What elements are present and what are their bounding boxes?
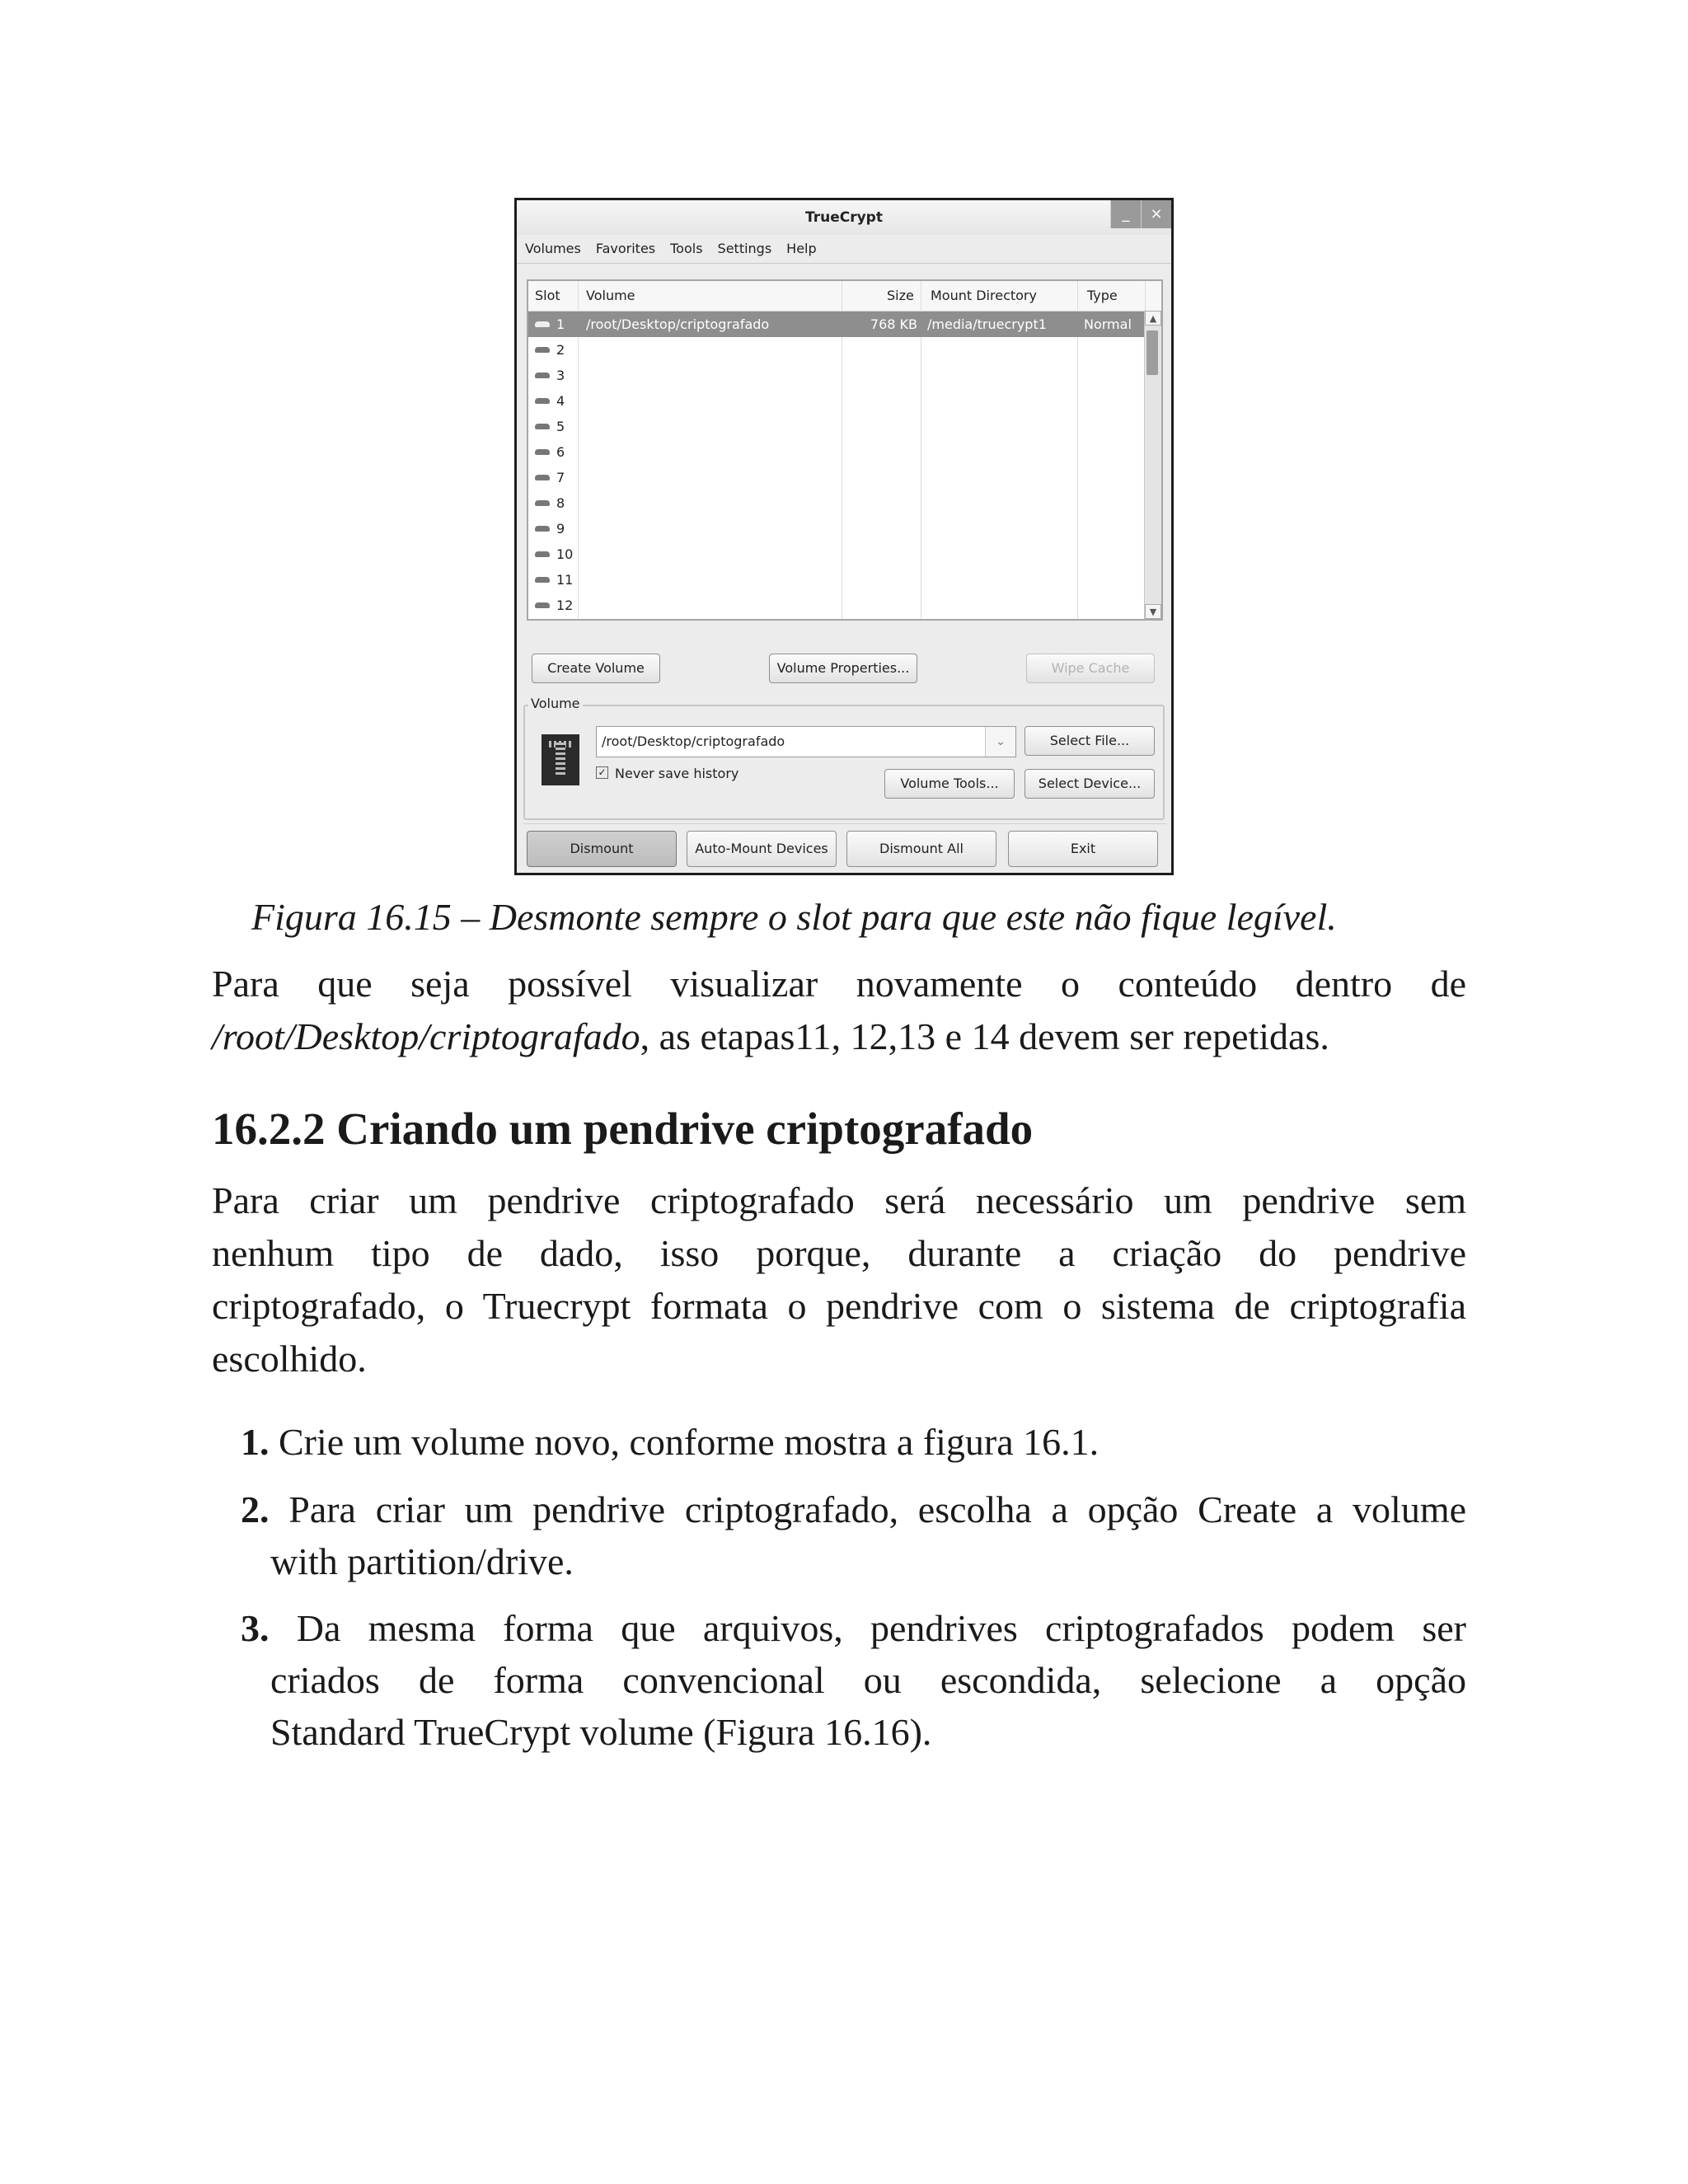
slot-number: 1	[556, 316, 565, 332]
list-text: Standard TrueCrypt volume (Figura 16.16).	[270, 1711, 932, 1753]
figure-caption: Figura 16.15 – Desmonte sempre o slot para que este não fique legível.	[251, 896, 1337, 938]
list-text: Crie um volume novo, conforme mostra a figura 16.1.	[279, 1421, 1100, 1463]
cell-size: 768 KB	[870, 316, 917, 332]
cell-type: Normal	[1084, 316, 1132, 332]
drive-icon	[535, 577, 550, 583]
list-text: with partition/drive.	[270, 1540, 574, 1582]
select-device-button[interactable]: Select Device...	[1025, 769, 1155, 799]
drive-icon	[535, 526, 550, 532]
volume-group-label: Volume	[528, 696, 583, 711]
paragraph-text: , as etapas11, 12,13 e 14 devem ser repetidas.	[640, 1015, 1329, 1057]
menu-settings[interactable]: Settings	[717, 241, 772, 256]
wipe-cache-button[interactable]: Wipe Cache	[1026, 654, 1155, 683]
drive-icon	[535, 424, 550, 429]
col-mount-directory[interactable]: Mount Directory	[931, 288, 1037, 303]
table-row[interactable]	[528, 490, 1161, 516]
slot-list[interactable]	[527, 279, 1163, 621]
paragraph-line: escolhido.	[212, 1338, 367, 1380]
scroll-down-icon[interactable]: ▼	[1145, 604, 1161, 619]
drive-icon	[535, 373, 550, 378]
drive-icon	[535, 398, 550, 404]
list-scrollbar[interactable]	[1144, 311, 1161, 619]
close-icon[interactable]: ×	[1141, 200, 1171, 228]
drive-icon	[535, 551, 550, 557]
slot-number: 3	[556, 368, 565, 383]
never-save-history-label: Never save history	[615, 766, 739, 781]
slot-number: 5	[556, 419, 565, 434]
slot-number: 7	[556, 470, 565, 485]
scroll-up-icon[interactable]: ▲	[1145, 311, 1161, 326]
chevron-down-icon[interactable]: ⌄	[985, 727, 1015, 757]
menu-bar	[517, 235, 1171, 264]
bottom-button-bar	[523, 823, 1166, 870]
window-title: TrueCrypt	[517, 200, 1171, 235]
list-number: 2.	[241, 1488, 270, 1530]
paragraph-line: nenhum tipo de dado, isso porque, durante a criação do pendrive	[212, 1232, 1466, 1274]
menu-tools[interactable]: Tools	[670, 241, 703, 256]
table-row[interactable]	[528, 593, 1161, 618]
cell-slot	[535, 541, 573, 567]
cell-slot	[535, 388, 565, 414]
cell-slot	[535, 516, 565, 541]
exit-button[interactable]: Exit	[1008, 831, 1158, 867]
table-row[interactable]	[528, 312, 1161, 337]
menu-favorites[interactable]: Favorites	[595, 241, 656, 256]
table-row[interactable]	[528, 516, 1161, 541]
col-size[interactable]: Size	[887, 288, 914, 303]
path-italic: /root/Desktop/criptografado	[212, 1015, 640, 1057]
table-row[interactable]	[528, 388, 1161, 414]
table-row[interactable]	[528, 439, 1161, 465]
list-text: Da mesma forma que arquivos, pendrives criptografados podem ser	[296, 1607, 1467, 1649]
paragraph-line	[212, 1010, 1466, 1063]
cell-slot	[535, 593, 573, 618]
table-row[interactable]	[528, 465, 1161, 490]
list-header	[528, 281, 1161, 312]
truecrypt-window	[514, 198, 1174, 875]
paragraph-pendrive	[212, 1174, 1466, 1385]
list-item	[241, 1602, 1466, 1758]
checkbox-checked-icon[interactable]: ✓	[596, 766, 608, 779]
create-volume-button[interactable]: Create Volume	[532, 654, 660, 683]
slot-number: 6	[556, 444, 565, 460]
table-row[interactable]	[528, 541, 1161, 567]
menu-volumes[interactable]: Volumes	[525, 241, 581, 256]
volume-group	[523, 696, 1165, 820]
cell-slot	[535, 490, 565, 516]
table-row[interactable]	[528, 414, 1161, 439]
slot-number: 11	[556, 572, 574, 588]
col-volume[interactable]: Volume	[586, 288, 635, 303]
paragraph-line: Para criar um pendrive criptografado será necessário um pendrive sem	[212, 1179, 1466, 1221]
table-row[interactable]	[528, 337, 1161, 363]
minimize-icon[interactable]: _	[1110, 200, 1141, 228]
volume-path-combo[interactable]	[596, 726, 1016, 757]
drive-icon	[535, 500, 550, 506]
drive-icon	[535, 602, 550, 608]
col-type[interactable]: Type	[1087, 288, 1118, 303]
drive-icon	[535, 321, 550, 327]
list-item	[241, 1483, 1466, 1587]
volume-tools-button[interactable]: Volume Tools...	[884, 769, 1015, 799]
cell-volume: /root/Desktop/criptografado	[586, 316, 770, 332]
table-row[interactable]	[528, 363, 1161, 388]
paragraph-line: Para que seja possível visualizar novamente o conteúdo dentro de	[212, 963, 1466, 1005]
list-item	[241, 1416, 1466, 1468]
list-number: 1.	[241, 1421, 270, 1463]
cell-slot	[535, 465, 565, 490]
slot-number: 8	[556, 495, 565, 511]
volume-path-value: /root/Desktop/criptografado	[602, 733, 785, 749]
list-number: 3.	[241, 1607, 270, 1649]
truecrypt-logo-icon	[542, 734, 579, 785]
list-text: criados de forma convencional ou escondida, selecione a opção	[270, 1659, 1466, 1701]
list-text: Para criar um pendrive criptografado, escolha a opção Create a volume	[288, 1488, 1467, 1530]
paragraph-line: criptografado, o Truecrypt formata o pendrive com o sistema de criptografia	[212, 1285, 1466, 1327]
drive-icon	[535, 449, 550, 455]
cell-slot	[535, 337, 565, 363]
auto-mount-devices-button[interactable]: Auto-Mount Devices	[687, 831, 837, 867]
slot-number: 10	[556, 546, 574, 562]
cell-slot	[535, 567, 573, 593]
scroll-thumb[interactable]	[1146, 330, 1158, 375]
slot-number: 9	[556, 521, 565, 537]
volume-properties-button[interactable]: Volume Properties...	[769, 654, 917, 683]
slot-number: 12	[556, 598, 574, 613]
dismount-all-button[interactable]: Dismount All	[846, 831, 996, 867]
cell-slot	[535, 363, 565, 388]
dismount-button[interactable]: Dismount	[527, 831, 677, 867]
window-controls	[1110, 200, 1171, 230]
cell-slot	[535, 414, 565, 439]
table-row[interactable]	[528, 567, 1161, 593]
cell-slot	[535, 439, 565, 465]
cell-slot	[535, 312, 565, 337]
col-slot[interactable]: Slot	[535, 288, 560, 303]
menu-help[interactable]: Help	[786, 241, 817, 256]
cell-mount: /media/truecrypt1	[927, 316, 1047, 332]
drive-icon	[535, 475, 550, 480]
paragraph-revisit	[212, 958, 1466, 1063]
drive-icon	[535, 347, 550, 353]
select-file-button[interactable]: Select File...	[1025, 726, 1155, 756]
slot-number: 4	[556, 393, 565, 409]
section-heading: 16.2.2 Criando um pendrive criptografado	[212, 1104, 1034, 1154]
slot-number: 2	[556, 342, 565, 358]
never-save-history-checkbox[interactable]	[596, 766, 738, 782]
slot-rows	[528, 312, 1161, 618]
